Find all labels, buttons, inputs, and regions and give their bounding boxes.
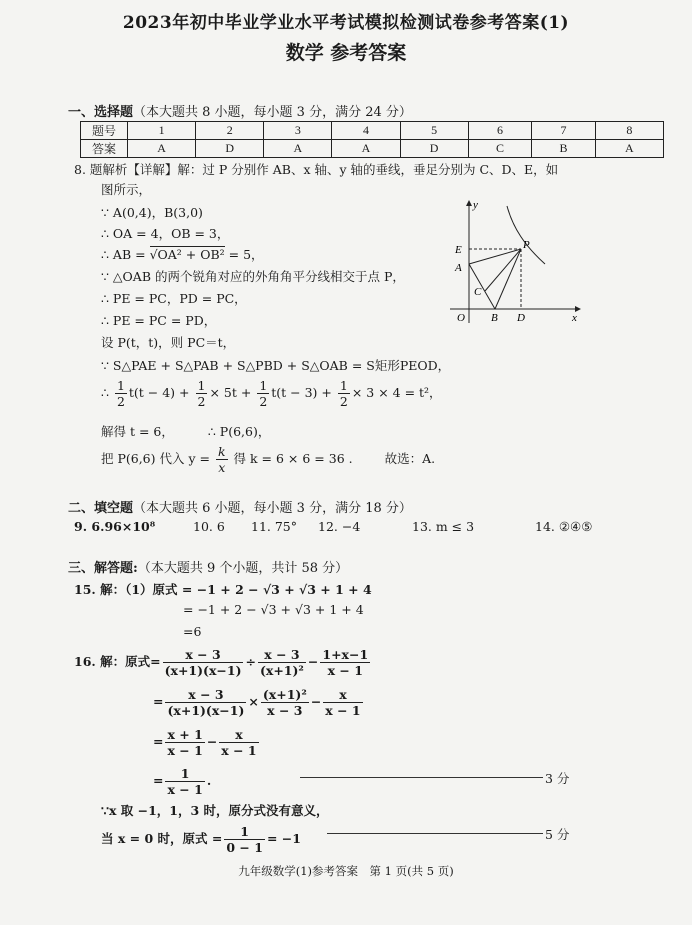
fraction-numerator: x	[323, 687, 362, 703]
fraction-numerator: x − 3	[165, 687, 246, 703]
evaluate-result: = −1	[266, 831, 301, 846]
fill-answer-14: 14. ②④⑤	[535, 519, 593, 534]
substitute-text: 把 P(6,6) 代入 y =	[101, 451, 210, 466]
fraction-numerator: x	[219, 727, 258, 743]
q8-line-5	[101, 245, 264, 263]
equals-sign: =	[153, 694, 164, 709]
answer-table	[80, 121, 664, 158]
question-number: 3	[264, 122, 332, 140]
label-c: C	[474, 286, 482, 298]
fraction-denominator: x	[218, 460, 226, 475]
minus-operator: −	[310, 694, 322, 709]
q8-line-7: ∴ PE = PC，PD = PC，	[101, 291, 247, 306]
fraction-denominator: x − 1	[327, 663, 363, 678]
fraction-denominator: x − 1	[167, 743, 203, 758]
segment-cp	[485, 249, 521, 291]
k-result: 得 k = 6 × 6 = 36 .	[233, 451, 353, 466]
label-e: E	[455, 244, 462, 256]
fraction-numerator: 1	[339, 378, 348, 393]
fill-answer-10: 10. 6	[193, 519, 225, 534]
answer-cell: C	[468, 140, 532, 158]
answer-cell: B	[532, 140, 596, 158]
fraction-half	[338, 378, 350, 409]
q16-evaluate	[101, 824, 301, 855]
section-2-heading	[68, 497, 412, 516]
fraction-k-over-x	[216, 444, 228, 475]
segment-ab	[469, 264, 495, 309]
q16-line-1	[74, 647, 372, 678]
fraction-denominator: x − 1	[221, 743, 257, 758]
fraction-numerator: x − 3	[258, 647, 306, 663]
q16-line-2	[153, 687, 365, 718]
answer-cell: A	[128, 140, 196, 158]
fraction-denominator: x − 1	[325, 703, 361, 718]
q8-line-12	[101, 422, 270, 440]
fraction-denominator: x − 1	[167, 782, 203, 797]
answer-cell: D	[400, 140, 468, 158]
evaluate-prefix: 当 x = 0 时，原式 =	[101, 831, 223, 846]
fill-answer-12: 12. −4	[318, 519, 361, 534]
label-x: x	[572, 312, 577, 324]
q8-line-6: ∵ △OAB 的两个锐角对应的外角角平分线相交于点 P，	[101, 269, 405, 284]
y-axis-arrow	[466, 200, 472, 206]
fraction-g	[165, 766, 204, 797]
minus-operator: −	[307, 654, 319, 669]
term-2: × 5t +	[209, 385, 252, 400]
score-leader-line	[300, 777, 543, 778]
q8-line-2: 图所示，	[101, 182, 152, 197]
fraction-a	[165, 687, 246, 718]
fraction-numerator: x + 1	[167, 727, 203, 742]
label-o: O	[457, 312, 465, 324]
point-p: ∴ P(6,6)，	[207, 424, 271, 439]
document-subtitle: 数学 参考答案	[285, 42, 407, 64]
fraction-numerator: 1	[197, 378, 206, 393]
divide-operator: ÷	[245, 654, 256, 669]
fraction-d	[261, 687, 309, 718]
section-3-heading	[68, 557, 348, 576]
answer-cell: A	[332, 140, 400, 158]
solve-t: 解得 t = 6，	[101, 424, 174, 439]
fraction-numerator: x − 3	[163, 647, 244, 663]
q15-line-2: = −1 + 2 − √3 + √3 + 1 + 4	[183, 602, 364, 617]
label-p: P	[523, 239, 530, 251]
fraction-denominator: 2	[116, 394, 125, 409]
section-3-note: （本大题共 9 个小题，共计 58 分）	[137, 561, 349, 576]
fraction-a	[163, 647, 244, 678]
question-number: 6	[468, 122, 532, 140]
fill-answer-9: 9. 6.96×10⁸	[74, 519, 156, 534]
question-number: 7	[532, 122, 596, 140]
section-3-title: 三、解答题:	[68, 561, 138, 576]
fraction-e	[323, 687, 362, 718]
fraction-numerator: 1	[259, 378, 268, 393]
label-a: A	[455, 262, 462, 274]
q16-line-3	[153, 727, 261, 758]
fraction-denominator: x − 3	[267, 703, 303, 718]
period: .	[206, 773, 212, 788]
fraction-e	[219, 727, 258, 758]
final-choice: 故选：A.	[384, 451, 436, 466]
ab-result: = 5，	[224, 247, 264, 262]
fraction-denominator: (x+1)(x−1)	[167, 703, 245, 718]
term-4: × 3 × 4 = t²，	[351, 385, 442, 400]
q16-line-4	[153, 766, 211, 797]
document-title: 2023年初中毕业学业水平考试模拟检测试卷参考答案(1)	[122, 13, 570, 33]
fraction-denominator: (x+1)²	[259, 663, 304, 678]
fraction-numerator: (x+1)²	[262, 687, 307, 702]
fraction-numerator: 1	[116, 378, 125, 393]
page-footer: 九年级数学(1)参考答案 第 1 页(共 5 页)	[238, 864, 454, 878]
question-number: 2	[196, 122, 264, 140]
therefore-symbol: ∴	[101, 385, 109, 400]
section-1-note: （本大题共 8 小题，每小题 3 分，满分 24 分）	[133, 105, 412, 120]
question-number: 5	[400, 122, 468, 140]
row-label-question: 题号	[81, 122, 128, 140]
fraction-numerator: 1	[165, 766, 204, 782]
fill-answer-13: 13. m ≤ 3	[412, 519, 475, 534]
fraction-denominator: 0 − 1	[226, 840, 263, 855]
q15-line-3: =6	[183, 624, 202, 639]
fraction-half	[196, 378, 208, 409]
sqrt-expression: √OA² + OB²	[149, 247, 225, 262]
equals-sign: =	[153, 734, 164, 749]
fraction-denominator: (x+1)(x−1)	[164, 663, 242, 678]
fraction-half	[257, 378, 269, 409]
fraction-half	[115, 378, 127, 409]
q16-prefix: 16. 解：原式=	[74, 654, 161, 669]
fraction-numerator: k	[217, 444, 226, 459]
question-number: 1	[128, 122, 196, 140]
fraction-h	[224, 824, 265, 855]
label-d: D	[517, 312, 525, 324]
score-5: 5 分	[545, 827, 570, 842]
fraction-numerator: 1+x−1	[322, 647, 369, 662]
fill-answer-11: 11. 75°	[251, 519, 298, 534]
answer-cell: D	[196, 140, 264, 158]
section-1-heading	[68, 101, 412, 120]
q8-line-1: 8. 题解析【详解】解：过 P 分别作 AB、x 轴、y 轴的垂线，垂足分别为 C、D、E，如	[74, 162, 559, 177]
q8-line-8: ∴ PE = PC = PD，	[101, 313, 217, 328]
answer-cell: A	[264, 140, 332, 158]
question-number: 8	[595, 122, 663, 140]
answer-table-answer-row	[81, 140, 664, 158]
score-leader-line	[327, 833, 543, 834]
fraction-denominator: 2	[259, 394, 268, 409]
times-operator: ×	[248, 694, 259, 709]
q8-line-9: 设 P(t，t)，则 PC＝t，	[101, 335, 236, 350]
row-label-answer: 答案	[81, 140, 128, 158]
section-2-note: （本大题共 6 小题，每小题 3 分，满分 18 分）	[133, 501, 412, 516]
fraction-c	[320, 647, 370, 678]
equals-sign: =	[153, 773, 164, 788]
fraction-denominator: 2	[197, 394, 206, 409]
fraction-numerator: 1	[224, 824, 265, 840]
section-1-title: 一、选择题	[68, 105, 134, 120]
q8-line-11	[101, 378, 442, 409]
answer-cell: A	[595, 140, 663, 158]
q15-line-1: 15. 解：（1）原式 = −1 + 2 − √3 + √3 + 1 + 4	[74, 582, 372, 597]
fraction-b	[258, 647, 306, 678]
segment-bp	[495, 249, 521, 309]
segment-ap	[469, 249, 521, 264]
section-2-title: 二、填空题	[68, 501, 134, 516]
term-3: t(t − 3) +	[271, 385, 332, 400]
ab-label: ∴ AB =	[101, 247, 150, 262]
q8-line-4: ∴ OA = 4，OB = 3，	[101, 226, 230, 241]
q8-line-10: ∵ S△PAE + S△PAB + S△PBD + S△OAB = S矩形PEOD，	[101, 358, 451, 373]
score-3: 3 分	[545, 771, 570, 786]
question-number: 4	[332, 122, 400, 140]
term-1: t(t − 4) +	[128, 385, 190, 400]
fraction-denominator: 2	[339, 394, 348, 409]
q8-line-3: ∵ A(0,4)，B(3,0)	[101, 205, 203, 220]
fraction-f	[165, 727, 204, 758]
q16-condition: ∵x 取 −1，1，3 时，原分式没有意义，	[101, 803, 329, 818]
label-y: y	[473, 199, 478, 211]
hyperbola-curve	[507, 206, 545, 264]
minus-operator: −	[206, 734, 218, 749]
answer-table-number-row	[81, 122, 664, 140]
q8-line-13	[101, 444, 435, 475]
label-b: B	[491, 312, 498, 324]
geometry-figure	[445, 198, 585, 328]
